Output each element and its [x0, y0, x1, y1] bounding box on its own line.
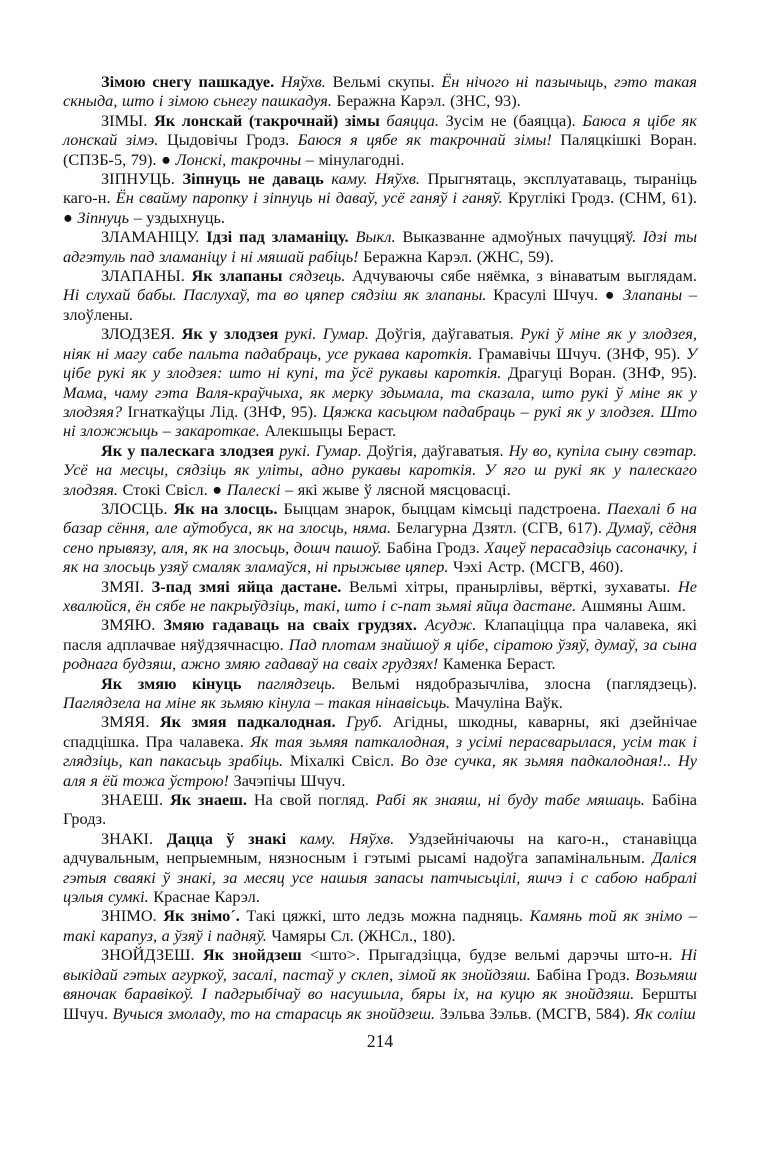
text-run: ЗМЯЯ. — [101, 712, 160, 732]
text-run: Доўгія, даўгаватыя. — [375, 324, 521, 344]
text-run: ЗЛАМАНІЦУ. — [101, 227, 207, 247]
text-run: Вучыся змоладу, то на старасць як знойдзеш. — [112, 1003, 440, 1023]
text-run: ЗНОЙДЗЕШ. — [101, 945, 203, 965]
text-run: Бабіна Гродз. — [386, 537, 485, 557]
text-run: На свой погляд. — [253, 790, 376, 810]
text-run: Бабіна Гродз. — [536, 964, 636, 984]
text-block — [63, 72, 697, 1023]
text-run: Мачуліна Ваўк. — [454, 693, 563, 712]
text-run: Дацца ў знакі — [166, 828, 300, 848]
text-run: У цібе рукі як у злодзея: што ні купі, та ўсё рукавы кароткія. — [63, 343, 697, 383]
text-run: рукі. Гумар. — [279, 440, 367, 460]
text-run: Як знойдзеш — [202, 945, 310, 965]
text-run: ЗЛОДЗЕЯ. — [101, 324, 182, 344]
text-run: Возьмяш вяночак баравікоў. І падгрыбічаў во насушыла, бяры іх, на куцю як знойдзяш. — [63, 964, 697, 1004]
text-run: Вельмі скупы. — [332, 72, 442, 91]
text-run: Пад плотам знайшоў я цібе, сіратою ўзяў, думаў, за сына роднага будзяш, ажно змяю гадаваў на сваіх грудзях! — [63, 634, 697, 674]
text-run: Белагурна Дзятл. (СГВ, 617). — [396, 518, 608, 538]
text-run: Ну во, купіла сыну свэтар. Усё на месцы, сядзіць як уліты, адно рукавы кароткія. У яго ш рукі як у палескаго злодзяя. — [63, 440, 698, 499]
text-run: Стокі Свісл. ● — [122, 479, 227, 499]
text-run: Рабі як знаяш, ні буду табе мяшаць. — [375, 790, 652, 810]
text-run: Паглядзела на міне як зьмяю кінула – такая нінавісьць. — [63, 693, 455, 712]
text-run: Няўхв. — [280, 72, 333, 91]
text-run: З-пад змяі яйца дастане. — [151, 576, 349, 596]
text-run: Цяжка касьцюм падабраць – рукі як у злодзея. Што ні зложжыць – закароткае. — [63, 401, 697, 441]
text-run: Зэльва Зэльв. (МСГВ, 584). — [439, 1003, 635, 1023]
text-run: ЗНІМО. — [101, 906, 164, 926]
text-run: Ігнаткаўцы Лід. (ЗНФ, 95). — [127, 401, 323, 421]
text-run: Думаў, сёдня сено прывязу, аля, як на злосьць, дошч пашоў. — [63, 518, 698, 557]
text-run: Красулі Шчуч. ● — [493, 285, 624, 305]
text-run: Прыгнятаць, эксплуатаваць, тыраніць каго-н. — [63, 169, 697, 208]
text-run: Такі цяжкі, што ледзь можна падняць. — [246, 906, 530, 926]
text-run: ЗМЯІ. — [101, 576, 152, 596]
text-run: Мама, чаму гэта Валя-краўчыха, як мерку здымала, та сказала, што рукі ў міне як у злодзяя? — [63, 382, 697, 421]
dictionary-entry — [63, 499, 697, 577]
text-run: Міхалкі Свісл. — [289, 751, 401, 771]
text-run: Злапаны — [623, 285, 689, 305]
text-run: Баюся я цябе як такрочнай зімы! — [297, 130, 561, 150]
dictionary-entry — [63, 577, 697, 616]
text-run: Ні слухай бабы. Паслухаў, та во цяпер сядзіш як злапаны. — [63, 285, 494, 305]
text-run: паглядзець. — [257, 673, 352, 693]
text-run: рукі. Гумар. — [284, 324, 376, 344]
text-run: Як змяю кінуць — [101, 673, 258, 693]
text-run: каму. Няўхв. — [299, 828, 408, 848]
text-run: ЗНАКІ. — [101, 828, 167, 848]
text-run: Чамяры Сл. (ЖНСл., 180). — [271, 925, 456, 945]
text-run: Як соліш — [634, 1003, 696, 1023]
dictionary-entry — [63, 712, 697, 790]
text-run: – уздыхнуць. — [133, 207, 225, 227]
text-run: Даліся гэтыя сваякі ў знакі, за месяц усе нашыя запасы патчысьцілі, яшчэ і с сабою набралі цэлыя сумкі. — [63, 848, 697, 907]
text-run: Як у палескага злодзея — [101, 440, 280, 460]
text-run: Зусім не (баяцца). — [445, 110, 583, 130]
dictionary-entry — [63, 790, 697, 829]
text-run: Зачэпічы Шчуч. — [233, 770, 346, 790]
text-run: Камянь той як знімо – такі карапуз, а ўзяў і падняў. — [63, 906, 698, 945]
text-run: ЗІМЫ. — [101, 110, 154, 130]
text-run: Алекшыцы Бераст. — [264, 421, 397, 441]
dictionary-entry — [63, 111, 697, 169]
text-run: Ні выкідай гэтых агуркоў, засалі, пастаў у склеп, зімой як знойдзяш. — [63, 945, 697, 984]
text-run: Драгуці Воран. (ЗНФ, 95). — [507, 363, 697, 383]
text-run: Груб. — [346, 712, 393, 732]
text-run: Выкл. — [355, 227, 403, 247]
text-run: Быццам знарок, быццам кімсьці падстроена. — [283, 498, 607, 518]
page-number: 214 — [366, 1030, 394, 1051]
text-run: Цыдовічы Гродз. — [166, 130, 298, 150]
text-run: Палескі — [226, 479, 286, 499]
text-run: Як тая зьмяя паткалодная, з усімі перасварылася, усім так і глядзіць, кап пакасьць зрабіць. — [63, 731, 697, 771]
text-run: Хацеў перасадзіць сасоначку, і як на злосьць узяў смаляк зламаўся, ні прыжыве цяпер. — [63, 537, 697, 577]
text-run: Чэхі Астр. (МСГВ, 460). — [452, 557, 624, 577]
text-run: Як у злодзея — [181, 324, 285, 344]
dictionary-entry — [63, 829, 697, 907]
text-run: Во дзе сучка, як зьмяя падкалодная!.. Ну аля я ёй тожа ўстрою! — [63, 751, 697, 790]
text-run: Як знімо´. — [163, 906, 247, 926]
text-run: Беражна Карэл. (ЗНС, 93). — [336, 91, 521, 111]
text-run: – які жыве ў лясной мясцовасці. — [285, 479, 511, 499]
text-run: Як лонскай (такрочнай) зімы — [153, 110, 387, 130]
dictionary-entry — [63, 945, 697, 1023]
text-run: сядзець. — [289, 266, 353, 286]
dictionary-entry — [63, 906, 697, 945]
text-run: Доўгія, даўгаватыя. — [366, 440, 509, 460]
text-run: ЗЛОСЦЬ. — [101, 498, 174, 518]
text-run: ЗІПНУЦЬ. — [101, 169, 183, 189]
text-run: Вельмі нядобразычліва, злосна (паглядзець). — [351, 673, 698, 693]
text-run: Беражна Карэл. (ЖНС, 59). — [363, 246, 554, 266]
text-run: Круглікі Гродз. (СНМ, 61). ● — [63, 188, 697, 227]
text-run: Як змяя падкалодная. — [159, 712, 347, 732]
text-run: Рукі ў міне як у злодзея, ніяк ні магу сабе пальта падабраць, усе рукава кароткія. — [63, 324, 697, 363]
text-run: Ідзі ты адгэтуль пад зламаніцу і ні мяшай рабіць! — [63, 227, 698, 266]
text-run: Як злапаны — [191, 266, 290, 286]
text-run: Зіпнуць — [77, 207, 134, 227]
text-run: – злоўлены. — [63, 285, 697, 324]
dictionary-entry — [63, 324, 697, 440]
text-run: Баюса я цібе як лонскай зімэ. — [63, 110, 697, 150]
text-run: ЗМЯЮ. — [101, 615, 164, 635]
text-run: Каменка Бераст. — [442, 654, 556, 674]
text-run: Зіпнуць не даваць — [182, 169, 332, 189]
text-run: Як на злосць. — [173, 498, 284, 518]
text-run: Адчуваючы сябе няёмка, з вінаватым выглядам. — [352, 266, 697, 286]
text-run: Змяю гадаваць на сваіх грудзях. — [163, 615, 425, 635]
text-run: Грамавічы Шчуч. (ЗНФ, 95). — [478, 343, 687, 363]
text-run: Клапаціцца пра чалавека, які пасля адплачвае няўдзячнасцю. — [63, 615, 698, 654]
text-run: Выказванне адмоўных пачуццяў. — [402, 227, 643, 247]
text-run: баяцца. — [386, 110, 446, 130]
text-run: Асудж. — [424, 615, 485, 635]
text-run: Як знаеш. — [169, 790, 254, 810]
text-run: – мінулагодні. — [305, 149, 405, 169]
text-run: <што>. Прыгадзіцца, будзе вельмі дарэчы што-н. — [309, 945, 681, 965]
text-run: Уздзейнічаючы на каго-н., станавіцца адчувальным, непрыемным, нязносным і гэтымі рысамі надоўга запамінальным. — [63, 828, 697, 868]
dictionary-entry — [63, 266, 697, 324]
text-run: Ідзі пад зламаніцу. — [206, 227, 356, 247]
dictionary-entry — [63, 441, 697, 499]
text-run: ЗНАЕШ. — [101, 790, 170, 810]
text-run: Бершты Шчуч. — [63, 984, 697, 1023]
text-run: Вельмі хітры, пранырлівы, вёрткі, зухаваты. — [349, 576, 679, 596]
text-run: ЗЛАПАНЫ. — [101, 266, 192, 286]
dictionary-entry — [63, 615, 697, 673]
text-run: Агідны, шкодны, каварны, які дзейнічае спадцішка. Пра чалавека. — [63, 712, 697, 751]
text-run: каму. Няўхв. — [331, 169, 428, 189]
text-run: Ён нічого ні пазычыць, гэто такая скныда, што і зімою сьнегу пашкадуя. — [63, 72, 697, 111]
text-run: Лонскі, такрочны — [175, 149, 306, 169]
dictionary-entry — [63, 227, 697, 266]
dictionary-entry — [63, 674, 697, 713]
text-run: Паехалі б на базар сёння, але аўтобуса, як на злосць, няма. — [63, 498, 698, 538]
text-run: Краснае Карэл. — [153, 887, 260, 907]
text-run: Бабіна Гродз. — [63, 790, 698, 829]
dictionary-entry — [63, 72, 697, 111]
text-run: Ашмяны Ашм. — [580, 595, 686, 615]
text-run: Ён свайму паропку і зіпнуць ні даваў, усё ганяў і ганяў. — [115, 188, 508, 208]
text-run: Зімою снегу пашкадуе. — [101, 72, 281, 91]
text-run: Паляцкішкі Воран. (СПЗБ-5, 79). ● — [63, 130, 697, 169]
text-run: Не хвалюйся, ён сябе не пакрыўдзіць, такі, што і с-пат зьмяі яйца дастане. — [63, 576, 697, 615]
dictionary-entry — [63, 169, 697, 227]
